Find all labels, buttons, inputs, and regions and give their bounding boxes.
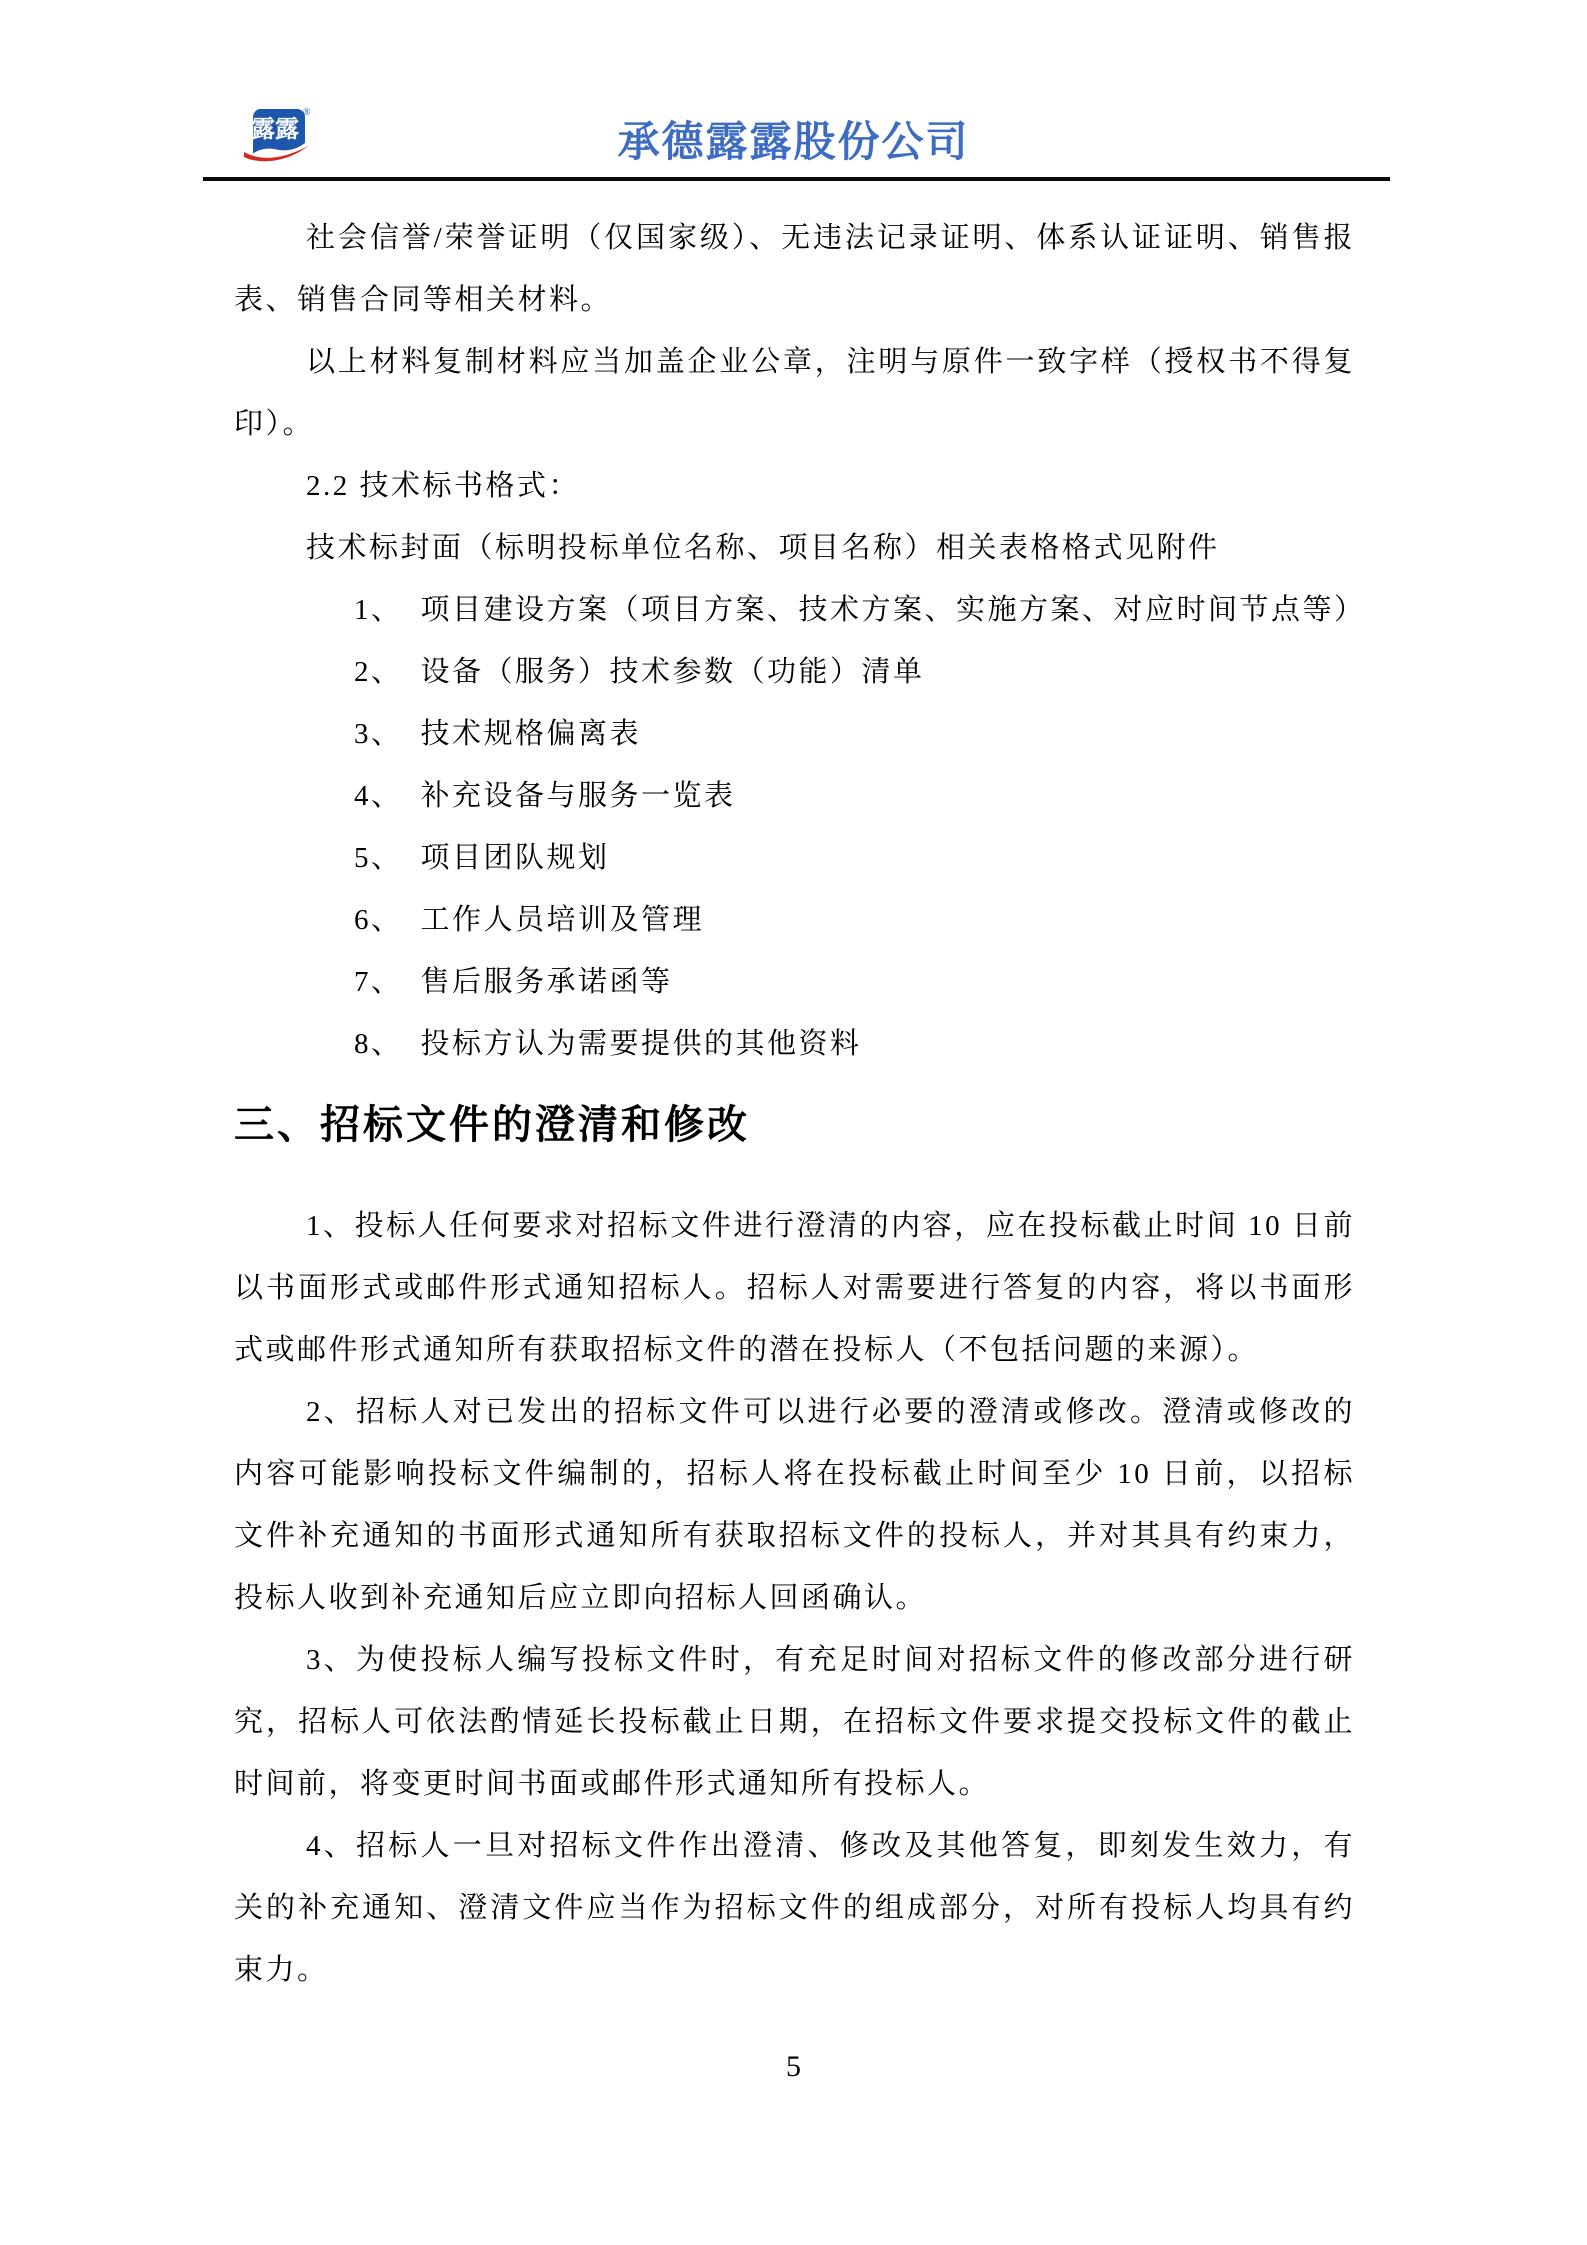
list-item <box>354 765 1355 827</box>
paragraph-tech-cover: 技术标封面（标明投标单位名称、项目名称）相关表格格式见附件 <box>306 532 1220 564</box>
company-title: 承德露露股份公司 <box>617 118 970 165</box>
list-item <box>354 703 1355 765</box>
list-item-number: 6、 <box>354 904 403 936</box>
page-header <box>0 0 1587 177</box>
paragraph-credentials: 社会信誉/荣誉证明（仅国家级）、无违法记录证明、体系认证证明、销售报表、销售合同等相关材料。 <box>234 222 1355 316</box>
list-item <box>354 579 1366 641</box>
section-heading-clarification: 三、招标文件的澄清和修改 <box>234 1103 750 1147</box>
list-item <box>354 641 1355 703</box>
list-item <box>354 827 1355 889</box>
list-item-number: 1、 <box>354 594 403 626</box>
list-item-text: 工作人员培训及管理 <box>420 904 705 936</box>
document-body <box>0 181 1587 2001</box>
list-item-number: 3、 <box>354 718 403 750</box>
list-item-text: 项目团队规划 <box>420 842 610 874</box>
list-item <box>354 889 1355 951</box>
list-item-text: 售后服务承诺函等 <box>420 966 673 998</box>
list-item-text: 设备（服务）技术参数（功能）清单 <box>420 656 925 688</box>
list-item-number: 2、 <box>354 656 403 688</box>
paragraph-copy-seal: 以上材料复制材料应当加盖企业公章，注明与原件一致字样（授权书不得复印）。 <box>234 346 1355 440</box>
paragraph-clarify-4: 4、招标人一旦对招标文件作出澄清、修改及其他答复，即刻发生效力，有关的补充通知、澄清文件应当作为招标文件的组成部分，对所有投标人均具有约束力。 <box>234 1830 1355 1986</box>
list-item-text: 技术规格偏离表 <box>420 718 642 750</box>
list-item-text: 补充设备与服务一览表 <box>420 780 736 812</box>
list-item-number: 5、 <box>354 842 403 874</box>
paragraph-clarify-2: 2、招标人对已发出的招标文件可以进行必要的澄清或修改。澄清或修改的内容可能影响投标文件编制的，招标人将在投标截止时间至少 10 日前，以招标文件补充通知的书面形式通知所有获取招标文件的投标人，并对其具有约束力，投标人收到补充通知后应立即向招标人回函确认。 <box>234 1396 1355 1614</box>
list-item-number: 8、 <box>354 1028 403 1060</box>
list-item-text: 项目建设方案（项目方案、技术方案、实施方案、对应时间节点等） <box>420 594 1366 626</box>
paragraph-clarify-1: 1、投标人任何要求对招标文件进行澄清的内容，应在投标截止时间 10 日前以书面形式或邮件形式通知招标人。招标人对需要进行答复的内容，将以书面形式或邮件形式通知所有获取招标文件的潜在投标人（不包括问题的来源）。 <box>234 1210 1355 1366</box>
page-number: 5 <box>786 2050 801 2083</box>
logo-wordmark: 露露 <box>251 116 299 143</box>
logo-registered-icon: ® <box>303 107 311 118</box>
tech-bid-list <box>234 579 1366 1075</box>
list-item <box>354 951 1355 1013</box>
paragraph-section-2-2: 2.2 技术标书格式： <box>306 470 581 502</box>
paragraph-clarify-3: 3、为使投标人编写投标文件时，有充足时间对招标文件的修改部分进行研究，招标人可依法酌情延长投标截止日期，在招标文件要求提交投标文件的截止时间前，将变更时间书面或邮件形式通知所有投标人。 <box>234 1644 1355 1800</box>
list-item-number: 7、 <box>354 966 403 998</box>
list-item <box>354 1013 1355 1075</box>
list-item-number: 4、 <box>354 780 403 812</box>
list-item-text: 投标方认为需要提供的其他资料 <box>420 1028 862 1060</box>
